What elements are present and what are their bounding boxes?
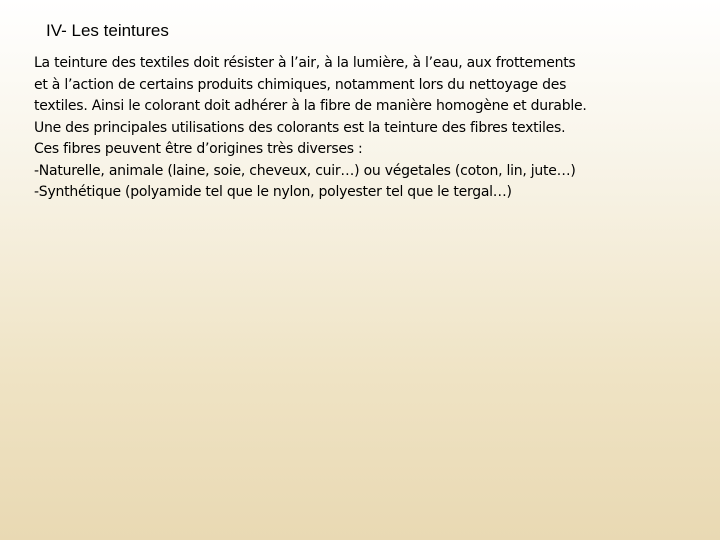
body-line-7: -Synthétique (polyamide tel que le nylon, polyester tel que le tergal…) — [34, 184, 512, 200]
slide-body — [34, 53, 704, 204]
body-line-4: Une des principales utilisations des colorants est la teinture des fibres textiles. — [34, 119, 566, 136]
body-line-1: La teinture des textiles doit résister à l’air, à la lumière, à l’eau, aux frottements — [34, 55, 576, 71]
slide-title: IV- Les teintures — [46, 21, 169, 40]
body-line-2: et à l’action de certains produits chimiques, notamment lors du nettoyage des — [34, 76, 567, 93]
body-line-6: -Naturelle, animale (laine, soie, cheveux, cuir…) ou végetales (coton, lin, jute…) — [34, 162, 576, 179]
body-line-3: textiles. Ainsi le colorant doit adhérer à la fibre de manière homogène et durable. — [34, 98, 587, 114]
body-line-5: Ces fibres peuvent être d’origines très diverses : — [34, 141, 363, 157]
